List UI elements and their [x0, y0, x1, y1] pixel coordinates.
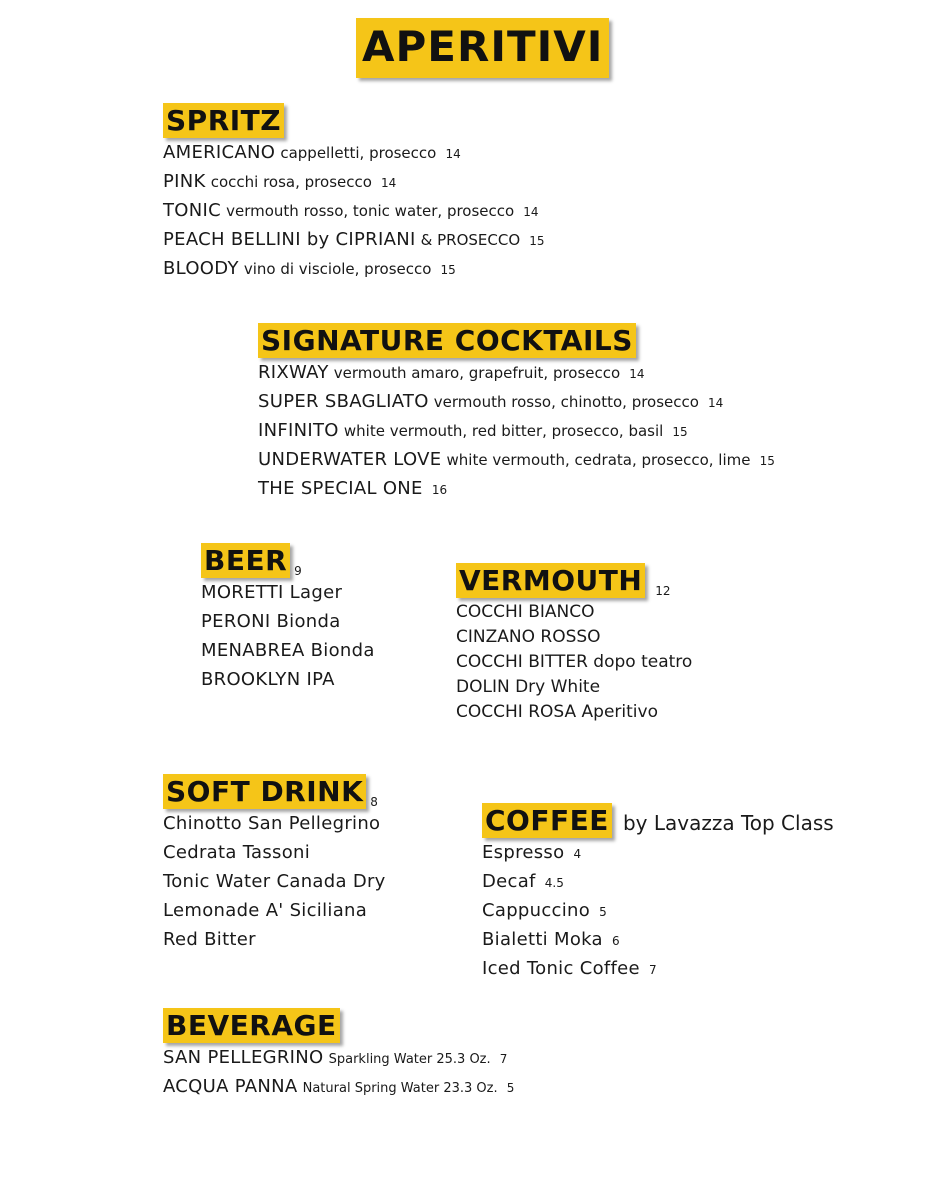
list-item: UNDERWATER LOVE white vermouth, cedrata, prosecco, lime 15	[258, 449, 775, 470]
list-item: THE SPECIAL ONE 16	[258, 478, 448, 499]
vermouth-heading: VERMOUTH	[456, 563, 645, 598]
list-item: PINK cocchi rosa, prosecco 14	[163, 171, 397, 192]
list-item: Decaf 4.5	[482, 871, 564, 892]
list-item: SUPER SBAGLIATO vermouth rosso, chinotto, prosecco 14	[258, 391, 724, 412]
list-item: DOLIN Dry White	[456, 677, 601, 697]
list-item: BROOKLYN IPA	[201, 669, 335, 690]
spritz-heading: SPRITZ	[163, 103, 284, 138]
spritz-section	[163, 103, 545, 287]
signature-section	[258, 323, 775, 507]
list-item: PERONI Bionda	[201, 611, 341, 632]
list-item: Red Bitter	[163, 929, 256, 950]
list-item: COCCHI BITTER dopo teatro	[456, 652, 693, 672]
signature-list	[258, 362, 775, 507]
list-item: Cappuccino 5	[482, 900, 607, 921]
list-item: Lemonade A' Siciliana	[163, 900, 368, 921]
list-item: MORETTI Lager	[201, 582, 343, 603]
list-item: Bialetti Moka 6	[482, 929, 620, 950]
beverage-heading: BEVERAGE	[163, 1008, 340, 1043]
menu-title: APERITIVI	[356, 18, 609, 78]
soft-drink-heading: SOFT DRINK	[163, 774, 366, 809]
vermouth-section	[456, 563, 692, 727]
coffee-list	[482, 842, 834, 987]
list-item: SAN PELLEGRINO Sparkling Water 25.3 Oz. 7	[163, 1047, 508, 1068]
beer-list	[201, 582, 375, 698]
signature-heading: SIGNATURE COCKTAILS	[258, 323, 636, 358]
list-item: COCCHI ROSA Aperitivo	[456, 702, 658, 722]
list-item: Iced Tonic Coffee 7	[482, 958, 657, 979]
list-item: RIXWAY vermouth amaro, grapefruit, prosecco 14	[258, 362, 645, 383]
list-item: COCCHI BIANCO	[456, 602, 595, 622]
list-item: Espresso 4	[482, 842, 582, 863]
coffee-subtitle: by Lavazza Top Class	[622, 811, 834, 835]
vermouth-price: 12	[655, 584, 671, 598]
list-item: PEACH BELLINI by CIPRIANI & PROSECCO 15	[163, 229, 545, 250]
vermouth-list	[456, 602, 692, 727]
list-item: BLOODY vino di visciole, prosecco 15	[163, 258, 456, 279]
beer-heading: BEER	[201, 543, 290, 578]
coffee-section	[482, 803, 834, 987]
soft-drink-section	[163, 774, 386, 958]
list-item: INFINITO white vermouth, red bitter, prosecco, basil 15	[258, 420, 688, 441]
list-item: CINZANO ROSSO	[456, 627, 601, 647]
spritz-list	[163, 142, 545, 287]
soft-drink-price: 8	[370, 795, 378, 809]
beverage-section	[163, 1008, 514, 1105]
beer-section	[201, 543, 375, 698]
soft-drink-list	[163, 813, 386, 958]
list-item: AMERICANO cappelletti, prosecco 14	[163, 142, 461, 163]
list-item: Tonic Water Canada Dry	[163, 871, 386, 892]
coffee-heading: COFFEE	[482, 803, 612, 838]
list-item: MENABREA Bionda	[201, 640, 375, 661]
beer-price: 9	[294, 564, 302, 578]
list-item: Chinotto San Pellegrino	[163, 813, 381, 834]
list-item: Cedrata Tassoni	[163, 842, 311, 863]
list-item: ACQUA PANNA Natural Spring Water 23.3 Oz. 5	[163, 1076, 515, 1097]
list-item: TONIC vermouth rosso, tonic water, prosecco 14	[163, 200, 539, 221]
beverage-list	[163, 1047, 514, 1105]
